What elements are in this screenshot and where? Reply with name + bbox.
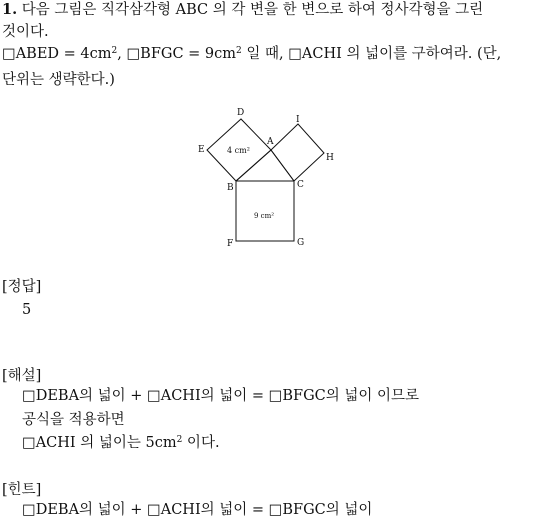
square-achi [271,124,324,181]
area-label-bfgc: 9 cm² [254,212,275,220]
label-b: B [227,183,234,193]
given-area-abed: □ABED = 4cm [2,46,112,62]
area-label-abed: 4 cm² [227,146,250,155]
label-c: C [297,180,304,190]
label-a: A [267,137,274,147]
explanation-result: □ACHI 의 넓이는 5cm [22,435,177,451]
problem-number: 1. [2,1,18,18]
label-i: I [296,115,300,125]
superscript: 2 [111,46,118,56]
geometry-diagram [190,100,350,250]
label-f: F [227,239,234,249]
label-e: E [198,145,205,155]
label-h: H [326,153,334,163]
answer-heading: [정답] [2,279,42,295]
explanation-result-suffix: 이다. [182,435,220,451]
explanation-line-1: □DEBA의 넓이 + □ACHI의 넓이 = □BFGC의 넓이 이므로 [22,388,420,404]
given-area-bfgc: , □BFGC = 9cm [117,46,237,62]
question-text: 일 때, □ACHI 의 넓이를 구하여라. (단, [241,46,502,62]
superscript: 2 [236,46,242,56]
problem-line-1 [2,0,483,20]
explanation-line-3 [22,433,220,453]
explanation-heading: [해설] [2,368,42,384]
hint-heading: [힌트] [2,482,42,498]
hint-line-1: □DEBA의 넓이 + □ACHI의 넓이 = □BFGC의 넓이 [22,502,373,518]
side-ac [271,150,294,181]
problem-text-1: 다음 그림은 직각삼각형 ABC 의 각 변을 한 변으로 하여 정사각형을 그린 [21,2,484,18]
square-bfgc [236,181,294,241]
answer-value: 5 [22,302,32,318]
explanation-line-2: 공식을 적용하면 [22,412,125,428]
label-d: D [237,108,245,118]
problem-line-3 [2,44,501,64]
problem-line-4: 단위는 생략한다.) [2,72,115,88]
label-g: G [297,238,305,248]
problem-line-2: 것이다. [2,24,49,40]
superscript: 2 [176,435,183,445]
